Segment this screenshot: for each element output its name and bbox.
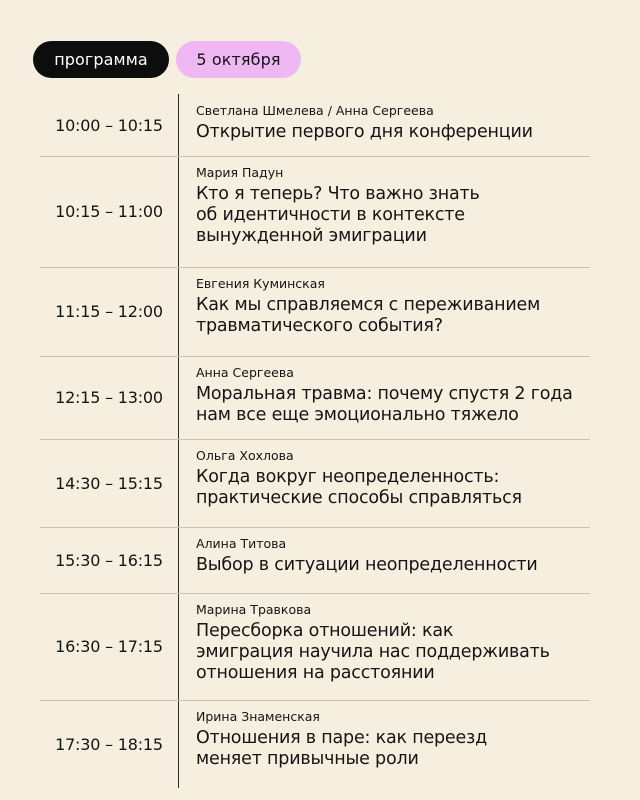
session-speaker: Анна Сергеева [196, 365, 294, 380]
session-time: 15:30 – 16:15 [40, 527, 179, 593]
session-speaker: Мария Падун [196, 165, 284, 180]
session-title: Открытие первого дня конференции [196, 122, 533, 142]
session-title: Когда вокруг неопределенность: практические способы справляться [196, 467, 522, 508]
schedule-row [40, 94, 590, 156]
session-time: 10:00 – 10:15 [40, 94, 179, 156]
session-info [179, 356, 573, 439]
session-speaker: Ольга Хохлова [196, 448, 294, 463]
session-speaker: Алина Титова [196, 536, 287, 551]
session-info [179, 267, 540, 356]
session-speaker: Марина Травкова [196, 602, 312, 617]
session-title: Моральная травма: почему спустя 2 года нам все еще эмоционально тяжело [196, 384, 573, 425]
schedule-row [40, 700, 590, 788]
program-pill [33, 41, 169, 78]
session-time: 16:30 – 17:15 [40, 593, 179, 700]
schedule-table [40, 94, 590, 788]
session-speaker: Ирина Знаменская [196, 709, 320, 724]
schedule-row [40, 593, 590, 700]
schedule-row [40, 356, 590, 439]
schedule-row [40, 439, 590, 527]
session-title: Как мы справляемся с переживанием травматического события? [196, 295, 541, 336]
date-label: 5 октября [196, 50, 281, 69]
date-pill [176, 41, 301, 78]
session-title: Кто я теперь? Что важно знать об идентичности в контексте вынужденной эмиграции [196, 184, 480, 246]
session-title: Выбор в ситуации неопределенности [196, 555, 538, 575]
session-info [179, 527, 538, 593]
session-info [179, 439, 522, 527]
session-time: 12:15 – 13:00 [40, 356, 179, 439]
schedule-row [40, 156, 590, 267]
session-speaker: Светлана Шмелева / Анна Сергеева [196, 103, 434, 118]
session-title: Пересборка отношений: как эмиграция научила нас поддерживать отношения на расстоянии [196, 621, 550, 683]
session-speaker: Евгения Куминская [196, 276, 325, 291]
session-time: 17:30 – 18:15 [40, 700, 179, 788]
session-time: 11:15 – 12:00 [40, 267, 179, 356]
session-time: 10:15 – 11:00 [40, 156, 179, 267]
program-label: программа [54, 50, 148, 69]
session-info [179, 700, 487, 788]
schedule-row [40, 527, 590, 593]
session-info [179, 593, 550, 700]
session-title: Отношения в паре: как переезд меняет привычные роли [196, 728, 488, 769]
session-info [179, 94, 533, 156]
session-info [179, 156, 480, 267]
session-time: 14:30 – 15:15 [40, 439, 179, 527]
schedule-row [40, 267, 590, 356]
